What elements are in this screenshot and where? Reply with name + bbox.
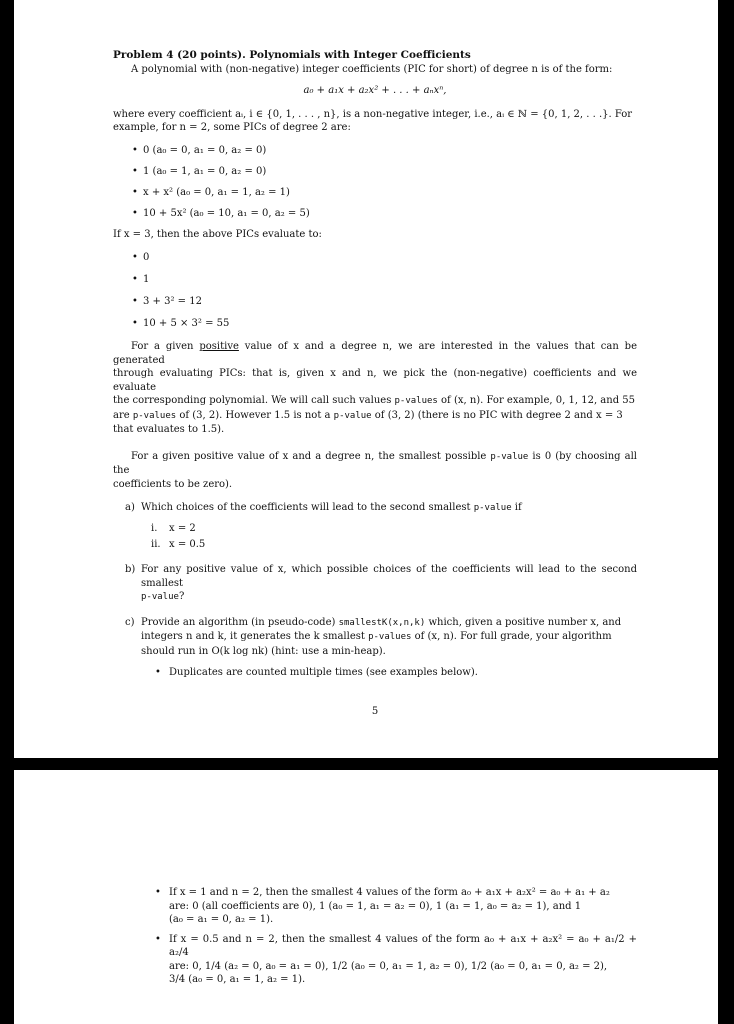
where-line-1: where every coefficient aᵢ, i ∈ {0, 1, . . . , n}, is a non-negative integer, i.e., aᵢ ∈ ℕ = {0, 1, 2, . . .}. For xyxy=(113,108,633,120)
text-span: For any positive value of x, which possible choices of the coefficients will lead to the second smallest xyxy=(141,564,637,589)
text-span: For a given positive value of x and a degree n, the smallest possible xyxy=(131,450,491,462)
text-span: if xyxy=(511,502,522,513)
question-a xyxy=(113,501,637,551)
question-c xyxy=(113,616,637,680)
sub-item xyxy=(113,522,637,538)
list-item: • 0 xyxy=(113,251,637,273)
text-span: are xyxy=(113,409,133,421)
text-line: are: 0, 1/4 (a₂ = 0, a₀ = a₁ = 0), 1/2 (a₀ = 0, a₁ = 1, a₂ = 0), 1/2 (a₀ = 0, a₁ = 0, a₂ = 2), xyxy=(169,960,608,972)
text-span: Provide an algorithm (in pseudo-code) xyxy=(141,616,339,628)
sub-label: i. xyxy=(151,522,158,534)
text-line: that evaluates to 1.5). xyxy=(113,424,225,435)
list-item: • 1 (a₀ = 1, a₁ = 0, a₂ = 0) xyxy=(113,165,637,186)
sub-text: x = 2 xyxy=(169,522,196,534)
list-item: • 10 + 5 × 3² = 55 xyxy=(113,317,637,339)
evaluate-intro: If x = 3, then the above PICs evaluate to: xyxy=(113,228,322,240)
sub-item xyxy=(113,538,637,552)
page-number: 5 xyxy=(371,705,379,717)
text-span: ? xyxy=(178,591,185,602)
list-item xyxy=(113,886,637,927)
function-name: smallestK(x,n,k) xyxy=(338,617,426,628)
text-span: of (3, 2) (there is no PIC with degree 2 and x = 3 xyxy=(371,409,623,421)
list-item: • 10 + 5x² (a₀ = 10, a₁ = 0, a₂ = 5) xyxy=(113,207,637,228)
pvalue-term: p-values xyxy=(394,396,438,406)
text-span: value of x and a degree n, we are interested in the values that can be generated xyxy=(113,341,637,366)
text-span: integers n and k, it generates the k smallest xyxy=(141,631,369,642)
problem-block xyxy=(113,49,637,717)
text-line: • If x = 0.5 and n = 2, then the smallest 4 values of the form a₀ + a₁x + a₂x² = a₀ + a₁/2 + a₂/4 xyxy=(113,933,637,960)
evaluations-list xyxy=(113,251,637,339)
text-line: (a₀ = a₁ = 0, a₂ = 1). xyxy=(169,914,274,925)
where-line-2: example, for n = 2, some PICs of degree 2 are: xyxy=(113,122,351,133)
list-item: • Duplicates are counted multiple times (see examples below). xyxy=(113,666,637,680)
question-b xyxy=(113,563,637,605)
text-span: is 0 (by choosing all the xyxy=(113,450,637,476)
list-item: • 1 xyxy=(113,273,637,295)
sub-label: ii. xyxy=(151,538,161,550)
smallest-paragraph xyxy=(113,450,637,492)
pvalue-term: p-value xyxy=(490,451,529,462)
pvalue-term: p-value xyxy=(141,592,179,602)
text-span: of (x, n). For example, 0, 1, 12, and 55 xyxy=(437,395,636,406)
text-line: are: 0 (all coefficients are 0), 1 (a₀ = 1, a₁ = a₂ = 0), 1 (a₁ = 1, a₀ = a₂ = 1), and 1 xyxy=(169,900,582,912)
page-edge xyxy=(718,0,734,758)
text-line: • If x = 1 and n = 2, then the smallest 4 values of the form a₀ + a₁x + a₂x² = a₀ + a₁ + a₂ xyxy=(113,886,637,900)
text-span: Which choices of the coefficients will lead to the second smallest xyxy=(141,502,474,513)
pvalue-term: p-value xyxy=(333,410,372,421)
question-label: c) xyxy=(125,616,135,628)
problem-title: Problem 4 (20 points). Polynomials with Integer Coefficients xyxy=(113,49,471,61)
pvalue-paragraph xyxy=(113,340,637,437)
text-span: of (3, 2). However 1.5 is not a xyxy=(176,409,334,421)
pvalue-term: p-values xyxy=(132,410,177,421)
list-item: • x + x² (a₀ = 0, a₁ = 1, a₂ = 1) xyxy=(113,186,637,207)
list-item: • 3 + 3² = 12 xyxy=(113,295,637,317)
polynomial-formula: a₀ + a₁x + a₂x² + . . . + aₙxⁿ, xyxy=(303,85,447,96)
question-label: a) xyxy=(125,502,135,513)
text-line: should run in O(k log nk) (hint: use a min-heap). xyxy=(141,645,386,657)
sub-text: x = 0.5 xyxy=(169,538,206,550)
examples-block xyxy=(113,886,637,987)
question-label: b) xyxy=(125,564,136,575)
pvalue-term: p-values xyxy=(368,632,412,642)
text-line: coefficients to be zero). xyxy=(113,478,233,490)
list-item xyxy=(113,933,637,987)
text-span: of (x, n). For full grade, your algorithm xyxy=(411,631,612,642)
list-item: • 0 (a₀ = 0, a₁ = 0, a₂ = 0) xyxy=(113,144,637,165)
text-line: through evaluating PICs: that is, given x and n, we pick the (non-negative) coefficients and we evaluate xyxy=(113,368,637,393)
text-span: the corresponding polynomial. We will call such values xyxy=(113,395,395,406)
text-line: 3/4 (a₀ = 0, a₁ = 1, a₂ = 1). xyxy=(169,974,306,985)
text-span: For a given xyxy=(131,341,200,352)
pvalue-term: p-value xyxy=(473,503,512,513)
document-page-2 xyxy=(14,770,718,1024)
pic-examples-list xyxy=(113,144,637,228)
text-span: which, given a positive number x, and xyxy=(425,616,622,628)
document-page-1 xyxy=(14,0,718,758)
emphasis-positive: positive xyxy=(199,341,239,352)
intro-text: A polynomial with (non-negative) integer coefficients (PIC for short) of degree n is of the form: xyxy=(131,63,613,75)
